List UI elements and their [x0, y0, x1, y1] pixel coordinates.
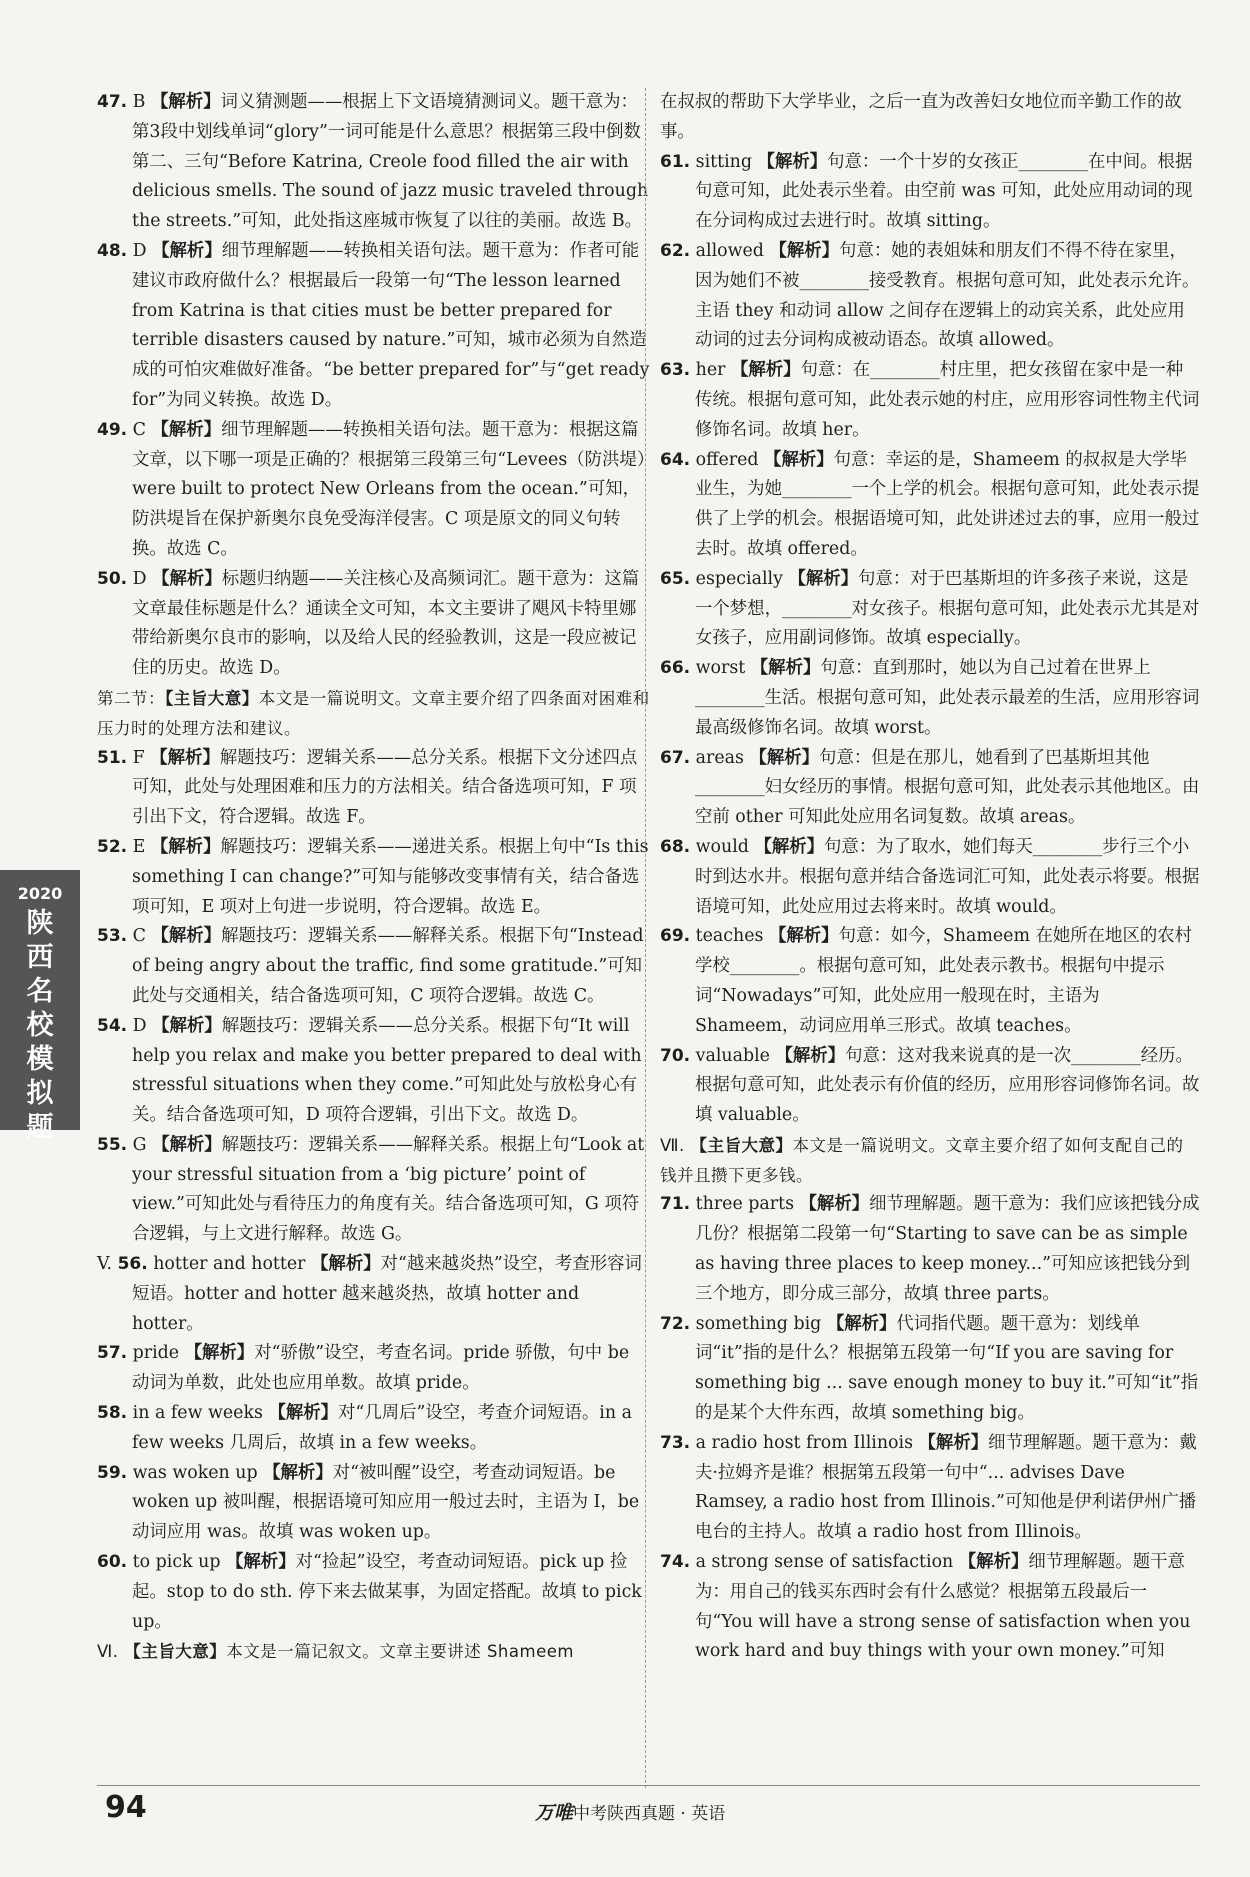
analysis-text: 句意：但是在那儿，她看到了巴基斯坦其他________妇女经历的事情。根据句意可知，此处表示其他地区。由空前 other 可知此处应用名词复数。故填 areas。	[695, 747, 1200, 828]
analysis-text: 解题技巧：逻辑关系——总分关系。根据下文分述四点可知，此处与处理困难和压力的方法相关。结合备选项可知，F 项引出下文，符合逻辑。故选 F。	[132, 747, 638, 828]
question-number: 58.	[97, 1403, 128, 1424]
question-number: 65.	[660, 568, 691, 589]
analysis-tag: 【解析】	[150, 92, 221, 112]
question-number: 60.	[97, 1552, 128, 1573]
answer-choice: B	[132, 92, 146, 112]
analysis-tag: 【解析】	[150, 747, 220, 768]
analysis-text: 句意：幸运的是，Shameem 的叔叔是大学毕业生，为她________一个上学的机会。根据句意可知，此处表示提供了上学的机会。根据语境可知，此处讲述过去的事，应用一般过去时。故填 offered。	[695, 449, 1200, 559]
answer-item	[660, 446, 1200, 565]
answer-item	[97, 416, 652, 565]
answer-item	[660, 1548, 1200, 1667]
section-summary	[660, 1131, 1200, 1191]
answer-choice: hotter and hotter	[153, 1254, 306, 1275]
answer-choice: especially	[695, 568, 783, 589]
section-summary	[97, 684, 652, 744]
summary-text: 本文是一篇说明文。文章主要介绍了如何支配自己的钱并且攒下更多钱。	[660, 1135, 1184, 1185]
analysis-tag: 【解析】	[184, 1343, 255, 1364]
summary-text: 本文是一篇记叙文。文章主要讲述 Shameem	[226, 1642, 574, 1662]
analysis-tag: 【解析】	[152, 1134, 222, 1155]
answer-choice: D	[132, 568, 147, 589]
analysis-text: 对“骄傲”设空，考查名词。pride 骄傲，句中 be 动词为单数，此处也应用单数。故填 pride。	[132, 1343, 630, 1394]
answer-choice: was woken up	[132, 1462, 258, 1483]
analysis-tag: 【解析】	[769, 926, 839, 947]
analysis-tag: 【解析】	[151, 926, 222, 947]
answer-item	[97, 88, 652, 237]
answer-item	[97, 744, 652, 833]
question-number: 62.	[660, 240, 691, 261]
side-tab	[0, 870, 80, 1143]
analysis-tag: 【解析】	[150, 836, 221, 857]
question-number: 50.	[97, 568, 128, 589]
question-number: 73.	[660, 1432, 691, 1453]
question-number: 55.	[97, 1134, 128, 1155]
answer-item	[97, 922, 652, 1011]
section-label: Ⅵ.	[97, 1642, 125, 1662]
analysis-tag: 【解析】	[799, 1194, 870, 1215]
answer-choice: pride	[132, 1343, 180, 1364]
answer-item	[660, 1310, 1200, 1429]
footer-rule	[97, 1785, 1200, 1786]
answer-text: 在叔叔的帮助下大学毕业，之后一直为改善妇女地位而辛勤工作的故事。	[660, 92, 1182, 142]
analysis-text: 对“捡起”设空，考查动词短语。pick up 捡起。stop to do sth. 停下来去做某事，为固定搭配。故填 to pick up。	[132, 1552, 642, 1632]
analysis-tag: 【解析】	[226, 1552, 296, 1573]
question-number: 59.	[97, 1462, 128, 1483]
analysis-tag: 【解析】	[311, 1254, 381, 1275]
analysis-tag: 【解析】	[769, 240, 840, 261]
answer-choice: areas	[695, 747, 744, 768]
answer-choice: sitting	[695, 151, 753, 172]
question-number: 68.	[660, 836, 691, 857]
answer-choice: D	[132, 240, 147, 261]
analysis-text: 细节理解题——转换相关语句法。题干意为：根据这篇文章，以下哪一项是正确的？根据第三段第三句“Levees（防洪堤）were built to protect New Orleans from the ocean.”可知，防洪堤旨在保护新奥尔良免受海洋侵害。C 项是原文的同义句转换。故选 C。	[132, 419, 646, 559]
answer-item	[660, 1429, 1200, 1548]
analysis-text: 对“越来越炎热”设空，考查形容词短语。hotter and hotter 越来越炎热，故填 hotter and hotter。	[132, 1254, 642, 1334]
analysis-text: 细节理解题。题干意为：用自己的钱买东西时会有什么感觉？根据第五段最后一句“You will have a strong sense of satisfaction when you work hard and buy things with your own money.”可知	[695, 1552, 1191, 1662]
answer-item	[97, 1459, 652, 1548]
column-divider	[645, 88, 646, 1788]
answer-item	[97, 1250, 652, 1339]
analysis-tag: 【解析】	[268, 1403, 339, 1424]
analysis-text: 句意：为了取水，她们每天________步行三个小时到达水井。根据句意并结合备选词汇可知，此处表示将要。根据语境可知，此处应用过去将来时。故填 would。	[695, 836, 1200, 917]
question-number: 57.	[97, 1343, 128, 1364]
question-number: 56.	[117, 1254, 148, 1275]
answer-choice: to pick up	[132, 1552, 221, 1573]
page-number: 94	[105, 1790, 147, 1825]
question-number: 69.	[660, 926, 691, 947]
question-number: 52.	[97, 836, 128, 857]
analysis-tag: 【解析】	[775, 1045, 846, 1066]
answer-choice: her	[695, 360, 726, 381]
analysis-text: 解题技巧：逻辑关系——总分关系。根据下句“It will help you relax and make you better prepared to deal with stressful situations when they come.”可知此处与放松身心有关。结合备选项可知，D 项符合逻辑，引出下文。故选 D。	[132, 1015, 642, 1126]
analysis-text: 对“几周后”设空，考查介词短语。in a few weeks 几周后，故填 in a few weeks。	[132, 1403, 632, 1453]
question-number: 64.	[660, 449, 691, 470]
answer-choice: teaches	[695, 926, 764, 947]
analysis-tag: 【解析】	[731, 360, 801, 381]
analysis-text: 词义猜测题——根据上下文语境猜测词义。题干意为：第3段中划线单词“glory”一词可能是什么意思？根据第三段中倒数第二、三句“Before Katrina, Creole food filled the air with delicious smells. The sound of jazz music traveled through the streets.”可知，此处指这座城市恢复了以往的美丽。故选 B。	[132, 92, 649, 232]
answer-choice: valuable	[695, 1045, 770, 1066]
question-number: 67.	[660, 747, 691, 768]
analysis-tag: 【解析】	[152, 568, 222, 589]
answer-item	[660, 565, 1200, 654]
answer-choice: in a few weeks	[132, 1403, 263, 1424]
summary-text: 本文是一篇说明文。文章主要介绍了四条面对困难和压力时的处理方法和建议。	[97, 688, 650, 738]
analysis-tag: 【解析】	[757, 151, 828, 172]
footer-text: 中考陕西真题 · 英语	[573, 1804, 726, 1824]
answer-choice: would	[695, 836, 749, 857]
answer-continuation	[660, 88, 1200, 148]
question-number: 51.	[97, 747, 128, 768]
analysis-text: 解题技巧：逻辑关系——解释关系。根据上句“Look at your stressful situation from a ‘big picture’ point of view.”可知此处与看待压力的角度有关。结合备选项可知，G 项符合逻辑，与上文进行解释。故选 G。	[132, 1134, 645, 1245]
page-footer	[0, 1790, 1250, 1830]
question-number: 66.	[660, 658, 691, 679]
answer-choice: G	[132, 1134, 147, 1155]
analysis-tag: 【解析】	[152, 240, 222, 261]
summary-tag: 【主旨大意】	[690, 1135, 793, 1155]
right-column	[660, 88, 1200, 1667]
answer-choice: D	[132, 1015, 147, 1036]
analysis-text: 句意：在________村庄里，把女孩留在家中是一种传统。根据句意可知，此处表示她的村庄，应用形容词性物主代词修饰名词。故填 her。	[695, 360, 1200, 440]
analysis-text: 解题技巧：逻辑关系——解释关系。根据下句“Instead of being angry about the traffic, find some gratitude.”可知此处与交通相关，结合备选项可知，C 项符合逻辑。故选 C。	[132, 926, 644, 1006]
analysis-text: 句意：对于巴基斯坦的许多孩子来说，这是一个梦想，________对女孩子。根据句意可知，此处表示尤其是对女孩子，应用副词修饰。故填 especially。	[695, 568, 1200, 649]
answer-choice: a strong sense of satisfaction	[695, 1552, 954, 1573]
analysis-text: 对“被叫醒”设空，考查动词短语。be woken up 被叫醒，根据语境可知应用一般过去时，主语为 I，be 动词应用 was。故填 was woken up。	[132, 1462, 640, 1543]
section-label: 第二节：	[97, 688, 165, 708]
analysis-tag: 【解析】	[749, 747, 820, 768]
analysis-text: 句意：这对我来说真的是一次________经历。根据句意可知，此处表示有价值的经历，应用形容词修饰名词。故填 valuable。	[695, 1045, 1200, 1126]
analysis-text: 细节理解题。题干意为：我们应该把钱分成几份？根据第二段第一句“Starting to save can be as simple as having three places to keep money...”可知应该把钱分到三个地方，即分成三部分，故填 three parts。	[695, 1194, 1200, 1304]
analysis-tag: 【解析】	[826, 1313, 897, 1334]
left-column	[97, 88, 652, 1667]
analysis-text: 标题归纳题——关注核心及高频词汇。题干意为：这篇文章最佳标题是什么？通读全文可知，本文主要讲了飓风卡特里娜带给新奥尔良市的影响，以及给人民的经验教训，这是一段应被记住的历史。故选 D。	[132, 568, 640, 679]
analysis-text: 细节理解题——转换相关语句法。题干意为：作者可能建议市政府做什么？根据最后一段第一句“The lesson learned from Katrina is that cities must be better prepared for terrible disasters caused by nature.”可知，城市必须为自然造成的可怕灾难做好准备。“be better prepared for”与“get ready for”为同义转换。故选 D。	[132, 240, 650, 410]
question-number: 54.	[97, 1015, 128, 1036]
question-number: 70.	[660, 1045, 691, 1066]
analysis-text: 代词指代题。题干意为：划线单词“it”指的是什么？根据第五段第一句“If you are saving for something big ... save enough money to buy it.”可知“it”指的是某个大件东西，故填 something big。	[695, 1313, 1199, 1424]
answer-choice: worst	[695, 658, 746, 679]
answer-choice: a radio host from Illinois	[695, 1432, 913, 1453]
answer-item	[97, 237, 652, 416]
summary-tag: 【主旨大意】	[165, 688, 259, 708]
section-label: Ⅶ.	[660, 1135, 691, 1155]
question-number: 74.	[660, 1552, 691, 1573]
question-number: 47.	[97, 92, 128, 112]
answer-item	[660, 744, 1200, 833]
footer-brand	[535, 1798, 725, 1825]
answer-item	[660, 1190, 1200, 1309]
question-number: 53.	[97, 926, 128, 947]
answer-choice: F	[132, 747, 145, 768]
question-number: 71.	[660, 1194, 691, 1215]
analysis-tag: 【解析】	[788, 568, 859, 589]
analysis-text: 句意：如今，Shameem 在她所在地区的农村学校________。根据句意可知，此处表示教书。根据句中提示词“Nowadays”可知，此处应用一般现在时，主语为 Shameem，动词应用单三形式。故填 teaches。	[695, 926, 1193, 1036]
analysis-tag: 【解析】	[750, 658, 821, 679]
answer-choice: something big	[695, 1313, 822, 1334]
answer-choice: offered	[695, 449, 759, 470]
answer-item	[97, 1339, 652, 1399]
answer-choice: C	[132, 926, 146, 947]
answer-item	[97, 1131, 652, 1250]
answer-choice: E	[132, 836, 146, 857]
answer-item	[660, 833, 1200, 922]
analysis-tag: 【解析】	[958, 1552, 1029, 1573]
question-number: 63.	[660, 360, 691, 381]
analysis-tag: 【解析】	[263, 1462, 333, 1483]
analysis-tag: 【解析】	[754, 836, 825, 857]
summary-tag: 【主旨大意】	[124, 1642, 227, 1662]
answer-item	[660, 922, 1200, 1041]
question-number: 48.	[97, 240, 128, 261]
answer-choice: allowed	[695, 240, 764, 261]
answer-choice: three parts	[695, 1194, 794, 1215]
answer-item	[97, 1399, 652, 1459]
analysis-tag: 【解析】	[918, 1432, 989, 1453]
analysis-tag: 【解析】	[152, 1015, 222, 1036]
section-prefix: V.	[97, 1254, 118, 1275]
answer-item	[660, 237, 1200, 356]
answer-item	[660, 654, 1200, 743]
side-tab-year: 2020	[17, 884, 63, 903]
analysis-tag: 【解析】	[151, 419, 222, 440]
answer-choice: C	[132, 419, 146, 440]
answer-item	[660, 1042, 1200, 1131]
answer-item	[97, 1548, 652, 1637]
analysis-tag: 【解析】	[764, 449, 834, 470]
section-summary	[97, 1637, 652, 1667]
answer-item	[97, 833, 652, 922]
analysis-text: 细节理解题。题干意为：戴夫·拉姆齐是谁？根据第五段第一句中“... advises Dave Ramsey, a radio host from Illinois.”可知他是伊利诺伊州广播电台的主持人。故填 a radio host from Illinois。	[695, 1432, 1197, 1543]
question-number: 72.	[660, 1313, 691, 1334]
answer-item	[97, 565, 652, 684]
answer-item	[97, 1012, 652, 1131]
side-tab-title: 陕 西 名 校 模 拟 题	[26, 908, 54, 1143]
answer-item	[660, 356, 1200, 445]
answer-item	[660, 148, 1200, 237]
question-number: 61.	[660, 151, 691, 172]
analysis-text: 解题技巧：逻辑关系——递进关系。根据上句中“Is this something I can change?”可知与能够改变事情有关，结合备选项可知，E 项对上句进一步说明，符合逻辑。故选 E。	[132, 836, 649, 917]
analysis-text: 句意：直到那时，她以为自己过着在世界上________生活。根据句意可知，此处表示最差的生活，应用形容词最高级修饰名词。故填 worst。	[695, 658, 1200, 738]
question-number: 49.	[97, 419, 128, 440]
analysis-text: 句意：她的表姐妹和朋友们不得不待在家里，因为她们不被________接受教育。根据句意可知，此处表示允许。主语 they 和动词 allow 之间存在逻辑上的动宾关系，此处应用动词的过去分词构成被动语态。故填 allowed。	[695, 240, 1200, 351]
brand-logo: 万唯	[535, 1802, 574, 1824]
analysis-text: 句意：一个十岁的女孩正________在中间。根据句意可知，此处表示坐着。由空前 was 可知，此处应用动词的现在分词构成过去进行时。故填 sitting。	[695, 151, 1193, 232]
